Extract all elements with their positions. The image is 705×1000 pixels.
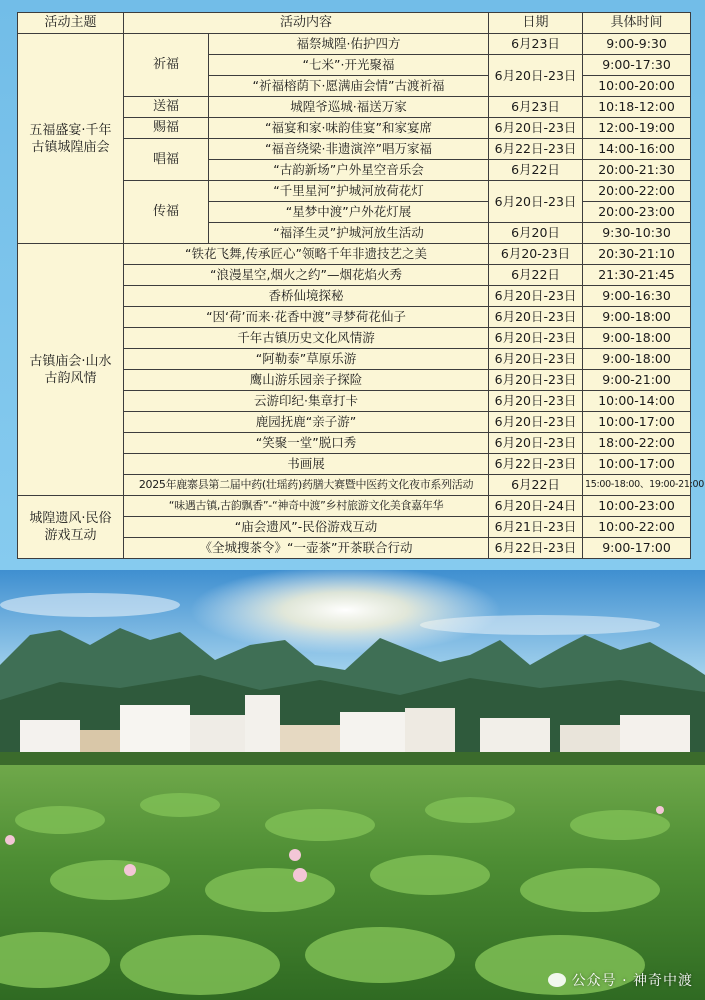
date-cell: 6月20日-23日: [489, 307, 583, 328]
time-cell: 10:00-23:00: [583, 496, 691, 517]
content-cell: 鹰山游乐园亲子探险: [124, 370, 489, 391]
header-content: 活动内容: [124, 13, 489, 34]
content-cell: “星梦中渡”户外花灯展: [209, 202, 489, 223]
landscape-photo: [0, 570, 705, 1000]
sub-theme-cell: 赐福: [124, 118, 209, 139]
content-cell: “古韵新场”户外星空音乐会: [209, 160, 489, 181]
content-cell: “福宴和家·味韵佳宴”和家宴席: [209, 118, 489, 139]
time-cell: 10:00-22:00: [583, 517, 691, 538]
time-cell: 9:00-18:00: [583, 328, 691, 349]
content-cell: 鹿园抚鹿“亲子游”: [124, 412, 489, 433]
content-cell: 书画展: [124, 454, 489, 475]
time-cell: 10:18-12:00: [583, 97, 691, 118]
lotus-leaf: [305, 927, 455, 983]
content-cell: 《全城搜茶令》“一壶茶”开茶联合行动: [124, 538, 489, 559]
date-cell: 6月22日: [489, 160, 583, 181]
date-cell: 6月20日-23日: [489, 391, 583, 412]
sub-theme-cell: 传福: [124, 181, 209, 244]
time-cell: 9:00-17:30: [583, 55, 691, 76]
wechat-icon: [548, 973, 566, 987]
table-row: [18, 34, 691, 55]
date-cell: 6月20-23日: [489, 244, 583, 265]
date-cell: 6月20日-23日: [489, 181, 583, 223]
content-cell: “福音绕梁·非遗演淬”唱万家福: [209, 139, 489, 160]
date-cell: 6月20日-23日: [489, 412, 583, 433]
lotus-leaf: [140, 793, 220, 817]
date-cell: 6月22日: [489, 265, 583, 286]
content-cell: “千里星河”护城河放荷花灯: [209, 181, 489, 202]
date-cell: 6月20日-24日: [489, 496, 583, 517]
time-cell: 9:00-21:00: [583, 370, 691, 391]
time-cell: 12:00-19:00: [583, 118, 691, 139]
time-cell: 14:00-16:00: [583, 139, 691, 160]
content-cell: “浪漫星空,烟火之约”—烟花焰火秀: [124, 265, 489, 286]
lotus-flower: [124, 864, 136, 876]
lotus-leaf: [205, 868, 335, 912]
time-cell: 20:00-22:00: [583, 181, 691, 202]
date-cell: 6月20日-23日: [489, 349, 583, 370]
time-cell: 20:00-21:30: [583, 160, 691, 181]
sub-theme-cell: 送福: [124, 97, 209, 118]
watermark: [548, 970, 693, 990]
date-cell: 6月23日: [489, 97, 583, 118]
date-cell: 6月20日: [489, 223, 583, 244]
time-cell: 10:00-20:00: [583, 76, 691, 97]
watermark-text: 公众号 · 神奇中渡: [571, 973, 693, 989]
content-cell: “庙会遗风”-民俗游戏互动: [124, 517, 489, 538]
date-cell: 6月22日-23日: [489, 538, 583, 559]
time-cell: 9:30-10:30: [583, 223, 691, 244]
header-theme: 活动主题: [18, 13, 124, 34]
content-cell: “因‘荷’而来·花香中渡”寻梦荷花仙子: [124, 307, 489, 328]
content-cell: “福泽生灵”护城河放生活动: [209, 223, 489, 244]
lotus-leaf: [370, 855, 490, 895]
tree-line: [0, 752, 705, 766]
lotus-flower: [656, 806, 664, 814]
time-cell: 10:00-17:00: [583, 454, 691, 475]
time-cell: 10:00-17:00: [583, 412, 691, 433]
header-date: 日期: [489, 13, 583, 34]
content-cell: 香桥仙境探秘: [124, 286, 489, 307]
table-row: [18, 496, 691, 517]
date-cell: 6月22日-23日: [489, 454, 583, 475]
sub-theme-cell: 祈福: [124, 34, 209, 97]
date-cell: 6月20日-23日: [489, 286, 583, 307]
time-cell: 9:00-9:30: [583, 34, 691, 55]
time-cell: 15:00-18:00、19:00-21:00: [583, 475, 691, 496]
time-cell: 21:30-21:45: [583, 265, 691, 286]
content-cell: “七米”·开光聚福: [209, 55, 489, 76]
sub-theme-cell: 唱福: [124, 139, 209, 181]
content-cell: “祈福榕荫下·愿满庙会情”古渡祈福: [209, 76, 489, 97]
header-time: 具体时间: [583, 13, 691, 34]
building: [245, 695, 280, 760]
time-cell: 9:00-18:00: [583, 349, 691, 370]
building: [120, 705, 190, 760]
date-cell: 6月20日-23日: [489, 433, 583, 454]
lotus-flower: [5, 835, 15, 845]
date-cell: 6月22日-23日: [489, 139, 583, 160]
lotus-leaf: [15, 806, 105, 834]
table-header-row: [18, 13, 691, 34]
date-cell: 6月20日-23日: [489, 55, 583, 97]
content-cell: 福祭城隍·佑护四方: [209, 34, 489, 55]
lotus-leaf: [50, 860, 170, 900]
schedule-table: [17, 12, 704, 559]
content-cell: 千年古镇历史文化风情游: [124, 328, 489, 349]
date-cell: 6月20日-23日: [489, 118, 583, 139]
lotus-flower: [289, 849, 301, 861]
content-cell: “味遇古镇,古韵飘香”-“神奇中渡”乡村旅游文化美食嘉年华: [124, 496, 489, 517]
date-cell: 6月20日-23日: [489, 370, 583, 391]
content-cell: “阿勒泰”草原乐游: [124, 349, 489, 370]
time-cell: 10:00-14:00: [583, 391, 691, 412]
time-cell: 9:00-16:30: [583, 286, 691, 307]
time-cell: 20:00-23:00: [583, 202, 691, 223]
lotus-leaf: [425, 797, 515, 823]
content-cell: 城隍爷巡城·福送万家: [209, 97, 489, 118]
time-cell: 9:00-18:00: [583, 307, 691, 328]
lotus-leaf: [570, 810, 670, 840]
date-cell: 6月23日: [489, 34, 583, 55]
time-cell: 20:30-21:10: [583, 244, 691, 265]
theme-cell: 五福盛宴·千年 古镇城隍庙会: [18, 34, 124, 244]
time-cell: 9:00-17:00: [583, 538, 691, 559]
content-cell: “笑聚一堂”脱口秀: [124, 433, 489, 454]
date-cell: 6月21日-23日: [489, 517, 583, 538]
date-cell: 6月22日: [489, 475, 583, 496]
lotus-leaf: [120, 935, 280, 995]
time-cell: 18:00-22:00: [583, 433, 691, 454]
table-row: [18, 244, 691, 265]
content-cell: “铁花飞舞,传承匠心”领略千年非遗技艺之美: [124, 244, 489, 265]
lotus-flower: [293, 868, 307, 882]
lotus-leaf: [520, 868, 660, 912]
lotus-leaf: [265, 809, 375, 841]
content-cell: 云游印纪·集章打卡: [124, 391, 489, 412]
theme-cell: 古镇庙会·山水 古韵风情: [18, 244, 124, 496]
theme-cell: 城隍遗风·民俗 游戏互动: [18, 496, 124, 559]
content-cell: 2025年鹿寨县第二届中药(壮瑶药)药膳大赛暨中医药文化夜市系列活动: [124, 475, 489, 496]
date-cell: 6月20日-23日: [489, 328, 583, 349]
